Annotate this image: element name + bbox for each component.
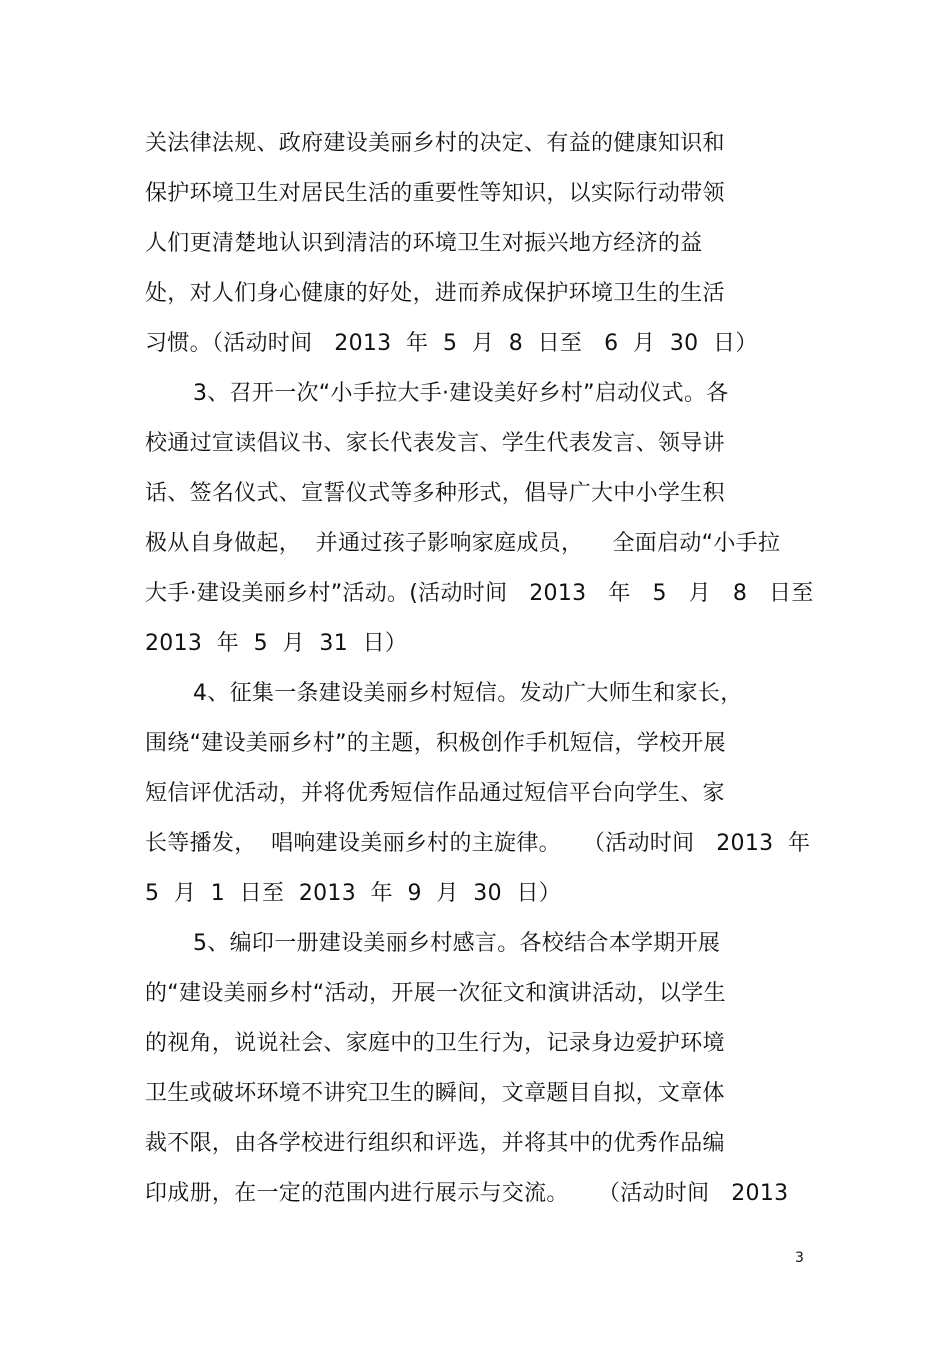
body-text-line: 习惯。（活动时间 2013 年 5 月 8 日至 6 月 30 日） — [145, 331, 758, 356]
body-text-line: 保护环境卫生对居民生活的重要性等知识，以实际行动带领 — [145, 181, 725, 206]
body-text-line: 裁不限，由各学校进行组织和评选，并将其中的优秀作品编 — [145, 1131, 725, 1156]
item-3-heading: 3、召开一次“小手拉大手·建设美好乡村”启动仪式。各 — [193, 381, 729, 406]
item-4-heading: 4、征集一条建设美丽乡村短信。发动广大师生和家长， — [193, 681, 743, 706]
body-text-line: 处，对人们身心健康的好处，进而养成保护环境卫生的生活 — [145, 281, 725, 306]
body-text-line: 的“建设美丽乡村“活动，开展一次征文和演讲活动，以学生 — [145, 981, 726, 1006]
body-text-line: 话、签名仪式、宣誓仪式等多种形式，倡导广大中小学生积 — [145, 481, 725, 506]
body-text-line: 5 月 1 日至 2013 年 9 月 30 日） — [145, 881, 562, 906]
body-text-line: 短信评优活动，并将优秀短信作品通过短信平台向学生、家 — [145, 781, 725, 806]
body-text-line: 人们更清楚地认识到清洁的环境卫生对振兴地方经济的益 — [145, 231, 703, 256]
body-text-line: 印成册，在一定的范围内进行展示与交流。 （活动时间 2013 — [145, 1181, 789, 1206]
body-text-line: 的视角，说说社会、家庭中的卫生行为，记录身边爱护环境 — [145, 1031, 725, 1056]
body-text-line: 大手·建设美丽乡村”活动。(活动时间 2013 年 5 月 8 日至 — [145, 581, 814, 606]
body-text-line: 校通过宣读倡议书、家长代表发言、学生代表发言、领导讲 — [145, 431, 725, 456]
page-number: 3 — [795, 1250, 804, 1266]
body-text-line: 长等播发， 唱响建设美丽乡村的主旋律。 （活动时间 2013 年 — [145, 831, 811, 856]
body-text-line: 2013 年 5 月 31 日） — [145, 631, 408, 656]
item-5-heading: 5、编印一册建设美丽乡村感言。各校结合本学期开展 — [193, 931, 721, 956]
body-text-line: 卫生或破坏环境不讲究卫生的瞬间，文章题目自拟，文章体 — [145, 1081, 725, 1106]
body-text-line: 关法律法规、政府建设美丽乡村的决定、有益的健康知识和 — [145, 131, 725, 156]
body-text-line: 围绕“建设美丽乡村”的主题，积极创作手机短信，学校开展 — [145, 731, 726, 756]
body-text-line: 极从自身做起， 并通过孩子影响家庭成员， 全面启动“小手拉 — [145, 531, 781, 556]
